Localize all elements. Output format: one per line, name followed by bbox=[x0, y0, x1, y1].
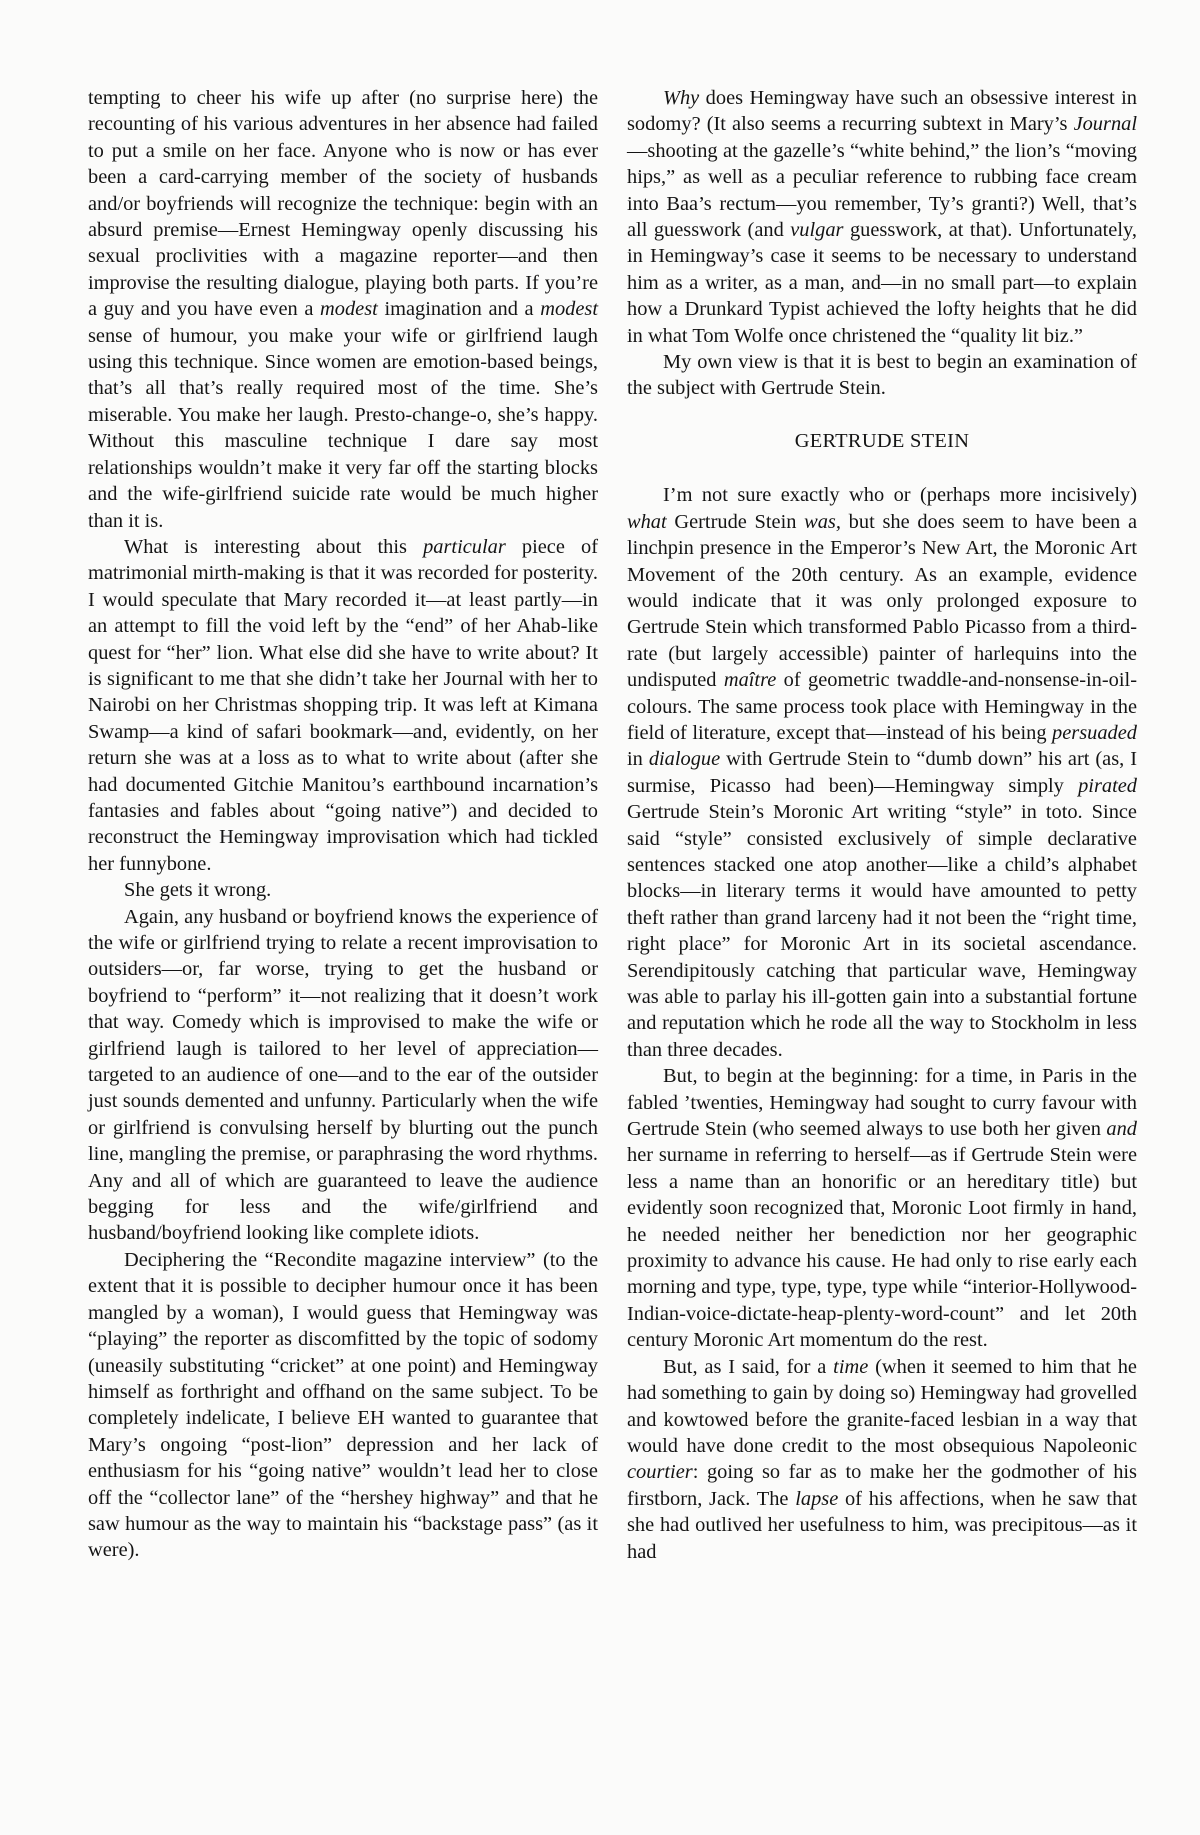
paragraph: But, as I said, for a time (when it seemed to him that he had something to gain by doing so) Hemingway had grovelled and kowtowed before the granite-faced lesbian in a way that would have done credit to the most obsequious Napoleonic courtier: going so far as to make her the godmother of his firstborn, Jack. The lapse of his affections, when he saw that she had outlived her usefulness to him, was precipitous—as it had bbox=[627, 1355, 1138, 1563]
left-text-column bbox=[88, 85, 598, 1564]
paragraph: What is interesting about this particular piece of matrimonial mirth-making is that it was recorded for posterity. I would speculate that Mary recorded it—at least partly—in an attempt to fill the void left by the “end” of her Ahab-like quest for “her” lion. What else did she have to write about? It is significant to me that she didn’t take her Journal with her to Nairobi on her Christmas shopping trip. It was left at Kimana Swamp—a kind of safari bookmark—and, evidently, on her return she was at a loss as to what to write about (after she had documented Gitchie Manitou’s earthbound incarnation’s fantasies and fables about “going native”) and decided to reconstruct the Hemingway improvisation which had tickled her funnybone. bbox=[88, 535, 599, 875]
paragraph: tempting to cheer his wife up after (no surprise here) the recounting of his various adventures in her absence had failed to put a smile on her face. Anyone who is now or has ever been a card-carrying member of the society of husbands and/or boyfriends will recognize the technique: begin with an absurd premise—Ernest Hemingway openly discussing his sexual proclivities with a magazine reporter—and then improvise the resulting dialogue, playing both parts. If you’re a guy and you have even a modest imagination and a modest sense of humour, you make your wife or girlfriend laugh using this technique. Since women are emotion-based beings, that’s all that’s really required most of the time. She’s miserable. You make her laugh. Presto-change-o, she’s happy. Without this masculine technique I dare say most relationships wouldn’t make it very far off the starting blocks and the wife-girlfriend suicide rate would be much higher than it is. bbox=[88, 87, 598, 532]
paragraph: Again, any husband or boyfriend knows the experience of the wife or girlfriend trying to relate a recent improvisation to outsiders—or, far worse, trying to get the husband or boyfriend to “perform” it—not realizing that it doesn’t work that way. Comedy which is improvised to make the wife or girlfriend laugh is tailored to her level of appreciation—targeted to an audience of one—and to the ear of the outsider just sounds demented and unfunny. Particularly when the wife or girlfriend is convulsing herself by blurting out the punch line, mangling the premise, or paraphrasing the word rhythms. Any and all of which are guaranteed to leave the audience begging for less and the wife/girlfriend and husband/boyfriend looking like complete idiots. bbox=[88, 905, 598, 1245]
paragraph: Why does Hemingway have such an obsessive interest in sodomy? (It also seems a recurring subtext in Mary’s Journal—shooting at the gazelle’s “white behind,” the lion’s “moving hips,” as well as a peculiar reference to rubbing face cream into Baa’s rectum—you remember, Ty’s granti?) Well, that’s all guesswork (and vulgar guesswork, at that). Unfortunately, in Hemingway’s case it seems to be necessary to understand him as a writer, as a man, and—in no small part—to explain how a Drunkard Typist achieved the lofty heights that he did in what Tom Wolfe once christened the “quality lit biz.” bbox=[627, 87, 1137, 347]
paragraph: I’m not sure exactly who or (perhaps more incisively) what Gertrude Stein was, but she does seem to have been a linchpin presence in the Emperor’s New Art, the Moronic Art Movement of the 20th century. As an example, evidence would indicate that it was only prolonged exposure to Gertrude Stein which transformed Pablo Picasso from a third-rate (but largely accessible) painter of harlequins into the undisputed maître of geometric twaddle-and-nonsense-in-oil-colours. The same process took place with Hemingway in the field of literature, except that—instead of his being persuaded in dialogue with Gertrude Stein to “dumb down” his art (as, I surmise, Picasso had been)—Hemingway simply pirated Gertrude Stein’s Moronic Art writing “style” in toto. Since said “style” consisted exclusively of simple declarative sentences stacked one atop another—like a child’s alphabet blocks—in literary terms it would have amounted to petty theft rather than grand larceny had it not been the “right time, right place” for Moronic Art in its societal ascendance. Serendipitously catching that particular wave, Hemingway was able to parlay his ill-gotten gain into a substantial fortune and reputation which he rode all the way to Stockholm in less than three decades. bbox=[627, 484, 1137, 1061]
paragraph: My own view is that it is best to begin an examination of the subject with Gertrude Stein. bbox=[627, 351, 1137, 400]
paragraph: But, to begin at the beginning: for a time, in Paris in the fabled ’twenties, Hemingway had sought to curry favour with Gertrude Stein (who seemed always to use both her given and her surname in referring to herself—as if Gertrude Stein were less a name than an honorific or an hereditary title) but evidently soon recognized that, Moronic Loot firmly in hand, he needed neither her benediction nor her geographic proximity to advance his cause. He had only to rise early each morning and type, type, type, type while “interior-Hollywood-Indian-voice-dictate-heap-plenty-word-count” and let 20th century Moronic Art momentum do the rest. bbox=[627, 1065, 1137, 1352]
right-text-column bbox=[627, 85, 1137, 1565]
paragraph: She gets it wrong. bbox=[124, 879, 272, 902]
section-heading: GERTRUDE STEIN bbox=[794, 429, 970, 452]
paragraph: Deciphering the “Recondite magazine interview” (to the extent that it is possible to decipher humour once it has been mangled by a woman), I would guess that Hemingway was “playing” the reporter as discomfitted by the topic of sodomy (uneasily substituting “cricket” at one point) and Hemingway himself as forthright and offhand on the same subject. To be completely indelicate, I believe EH wanted to guarantee that Mary’s ongoing “post-lion” depression and her lack of enthusiasm for his “going native” wouldn’t lead her to close off the “collector lane” of the “hershey highway” and that he saw humour as the way to maintain his “backstage pass” (as it were). bbox=[88, 1248, 598, 1562]
